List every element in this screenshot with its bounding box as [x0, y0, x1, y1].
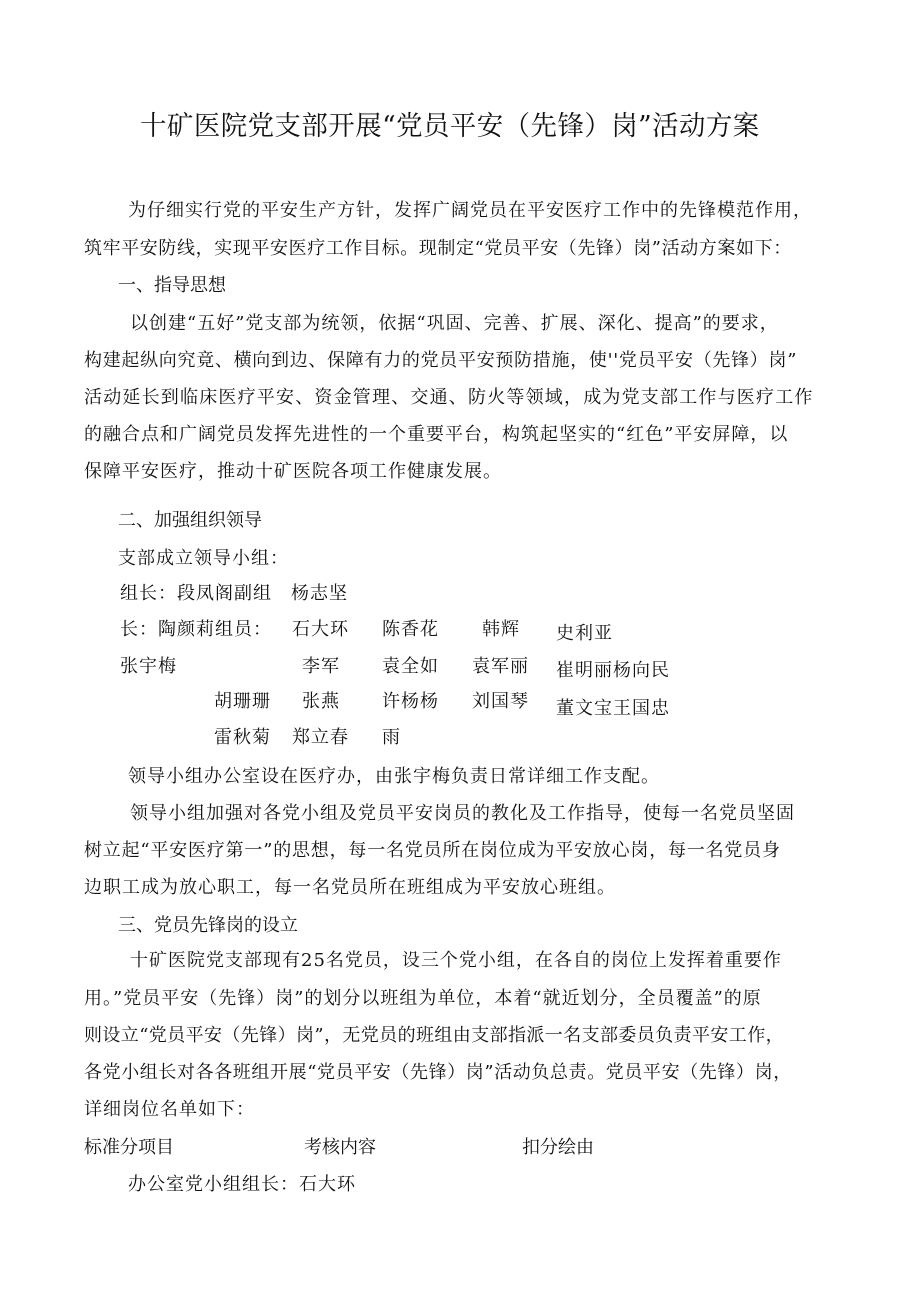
office-group-leader: 办公室党小组组长：石大环 [128, 1174, 356, 1195]
member-name: 陈香花 [382, 619, 439, 640]
office-line: 领导小组办公室设在医疗办，由张宇梅负责日常详细工作支配。 [128, 766, 660, 787]
section2-line-1: 领导小组加强对各党小组及党员平安岗员的教化及工作指导，使每一名党员坚固 [130, 803, 795, 824]
member-name: 雨 [382, 727, 401, 748]
page-title: 十矿医院党支部开展“党员平安（先锋）岗”活动方案 [140, 111, 760, 142]
table-header-standard: 标准分项目 [84, 1137, 174, 1158]
intro-line-2: 筑牢平安防线，实现平安医疗工作目标。现制定“党员平安（先锋）岗”活动方案如下： [84, 238, 792, 259]
table-header-deduction: 扣分绘由 [522, 1137, 594, 1158]
member-name: 雷秋菊 [214, 727, 271, 748]
section2-heading: 二、加强组织领导 [118, 510, 262, 531]
member-name: 刘国琴 [472, 691, 529, 712]
section3-line-5: 详细岗位名单如下： [84, 1099, 255, 1120]
section1-line-1: 以创建“五好”党支部为统领，依据“巩固、完善、扩展、深化、提高”的要求， [130, 313, 779, 334]
section1-heading: 一、指导思想 [118, 275, 226, 296]
section3-line-3: 则设立“党员平安（先锋）岗”，无党员的班组由支部指派一名支部委员负责平安工作， [84, 1025, 785, 1046]
member-name: 袁军丽 [472, 656, 529, 677]
member-name: 许杨杨 [382, 691, 439, 712]
member-name: 崔明丽杨向民 [556, 660, 670, 681]
table-header-content: 考核内容 [304, 1137, 376, 1158]
member-label: 长：陶颜莉组员： [120, 619, 272, 640]
intro-line-1: 为仔细实行党的平安生产方针，发挥广阔党员在平安医疗工作中的先锋模范作用， [128, 200, 812, 221]
section1-line-4: 的融合点和广阔党员发挥先进性的一个重要平台，构筑起坚实的“红色”平安屏障，以 [84, 424, 789, 445]
section3-line-1: 十矿医院党支部现有25名党员，设三个党小组，在各自的岗位上发挥着重要作 [130, 950, 782, 971]
leader-line: 组长：段凤阁副组 杨志坚 [120, 583, 348, 604]
member-name: 袁全如 [382, 656, 439, 677]
section1-line-2: 构建起纵向究竟、横向到边、保障有力的党员平安预防措施，使''党员平安（先锋）岗” [84, 350, 798, 371]
member-name: 史利亚 [556, 623, 613, 644]
section3-line-4: 各党小组长对各各班组开展“党员平安（先锋）岗”活动负总责。党员平安（先锋）岗， [84, 1062, 792, 1083]
section3-line-2: 用。”党员平安（先锋）岗”的划分以班组为单位，本着“就近划分，全员覆盖”的原 [84, 988, 762, 1009]
section1-line-5: 保障平安医疗，推动十矿医院各项工作健康发展。 [84, 461, 502, 482]
member-name: 董文宝王国忠 [556, 698, 670, 719]
section2-line-3: 边职工成为放心职工，每一名党员所在班组成为平安放心班组。 [84, 877, 616, 898]
member-name: 石大环 [292, 619, 349, 640]
member-name: 韩辉 [482, 619, 520, 640]
member-name: 李军 [302, 656, 340, 677]
section3-heading: 三、党员先锋岗的设立 [118, 915, 298, 936]
member-name: 张宇梅 [120, 656, 177, 677]
section2-line-2: 树立起“平安医疗第一”的思想，每一名党员所在岗位成为平安放心岗，每一名党员身 [84, 840, 781, 861]
section2-intro: 支部成立领导小组： [118, 548, 289, 569]
member-name: 张燕 [302, 691, 340, 712]
member-name: 郑立春 [292, 727, 349, 748]
member-name: 胡珊珊 [214, 691, 271, 712]
section1-line-3: 活动延长到临床医疗平安、资金管理、交通、防火等领域，成为党支部工作与医疗工作 [84, 387, 814, 408]
